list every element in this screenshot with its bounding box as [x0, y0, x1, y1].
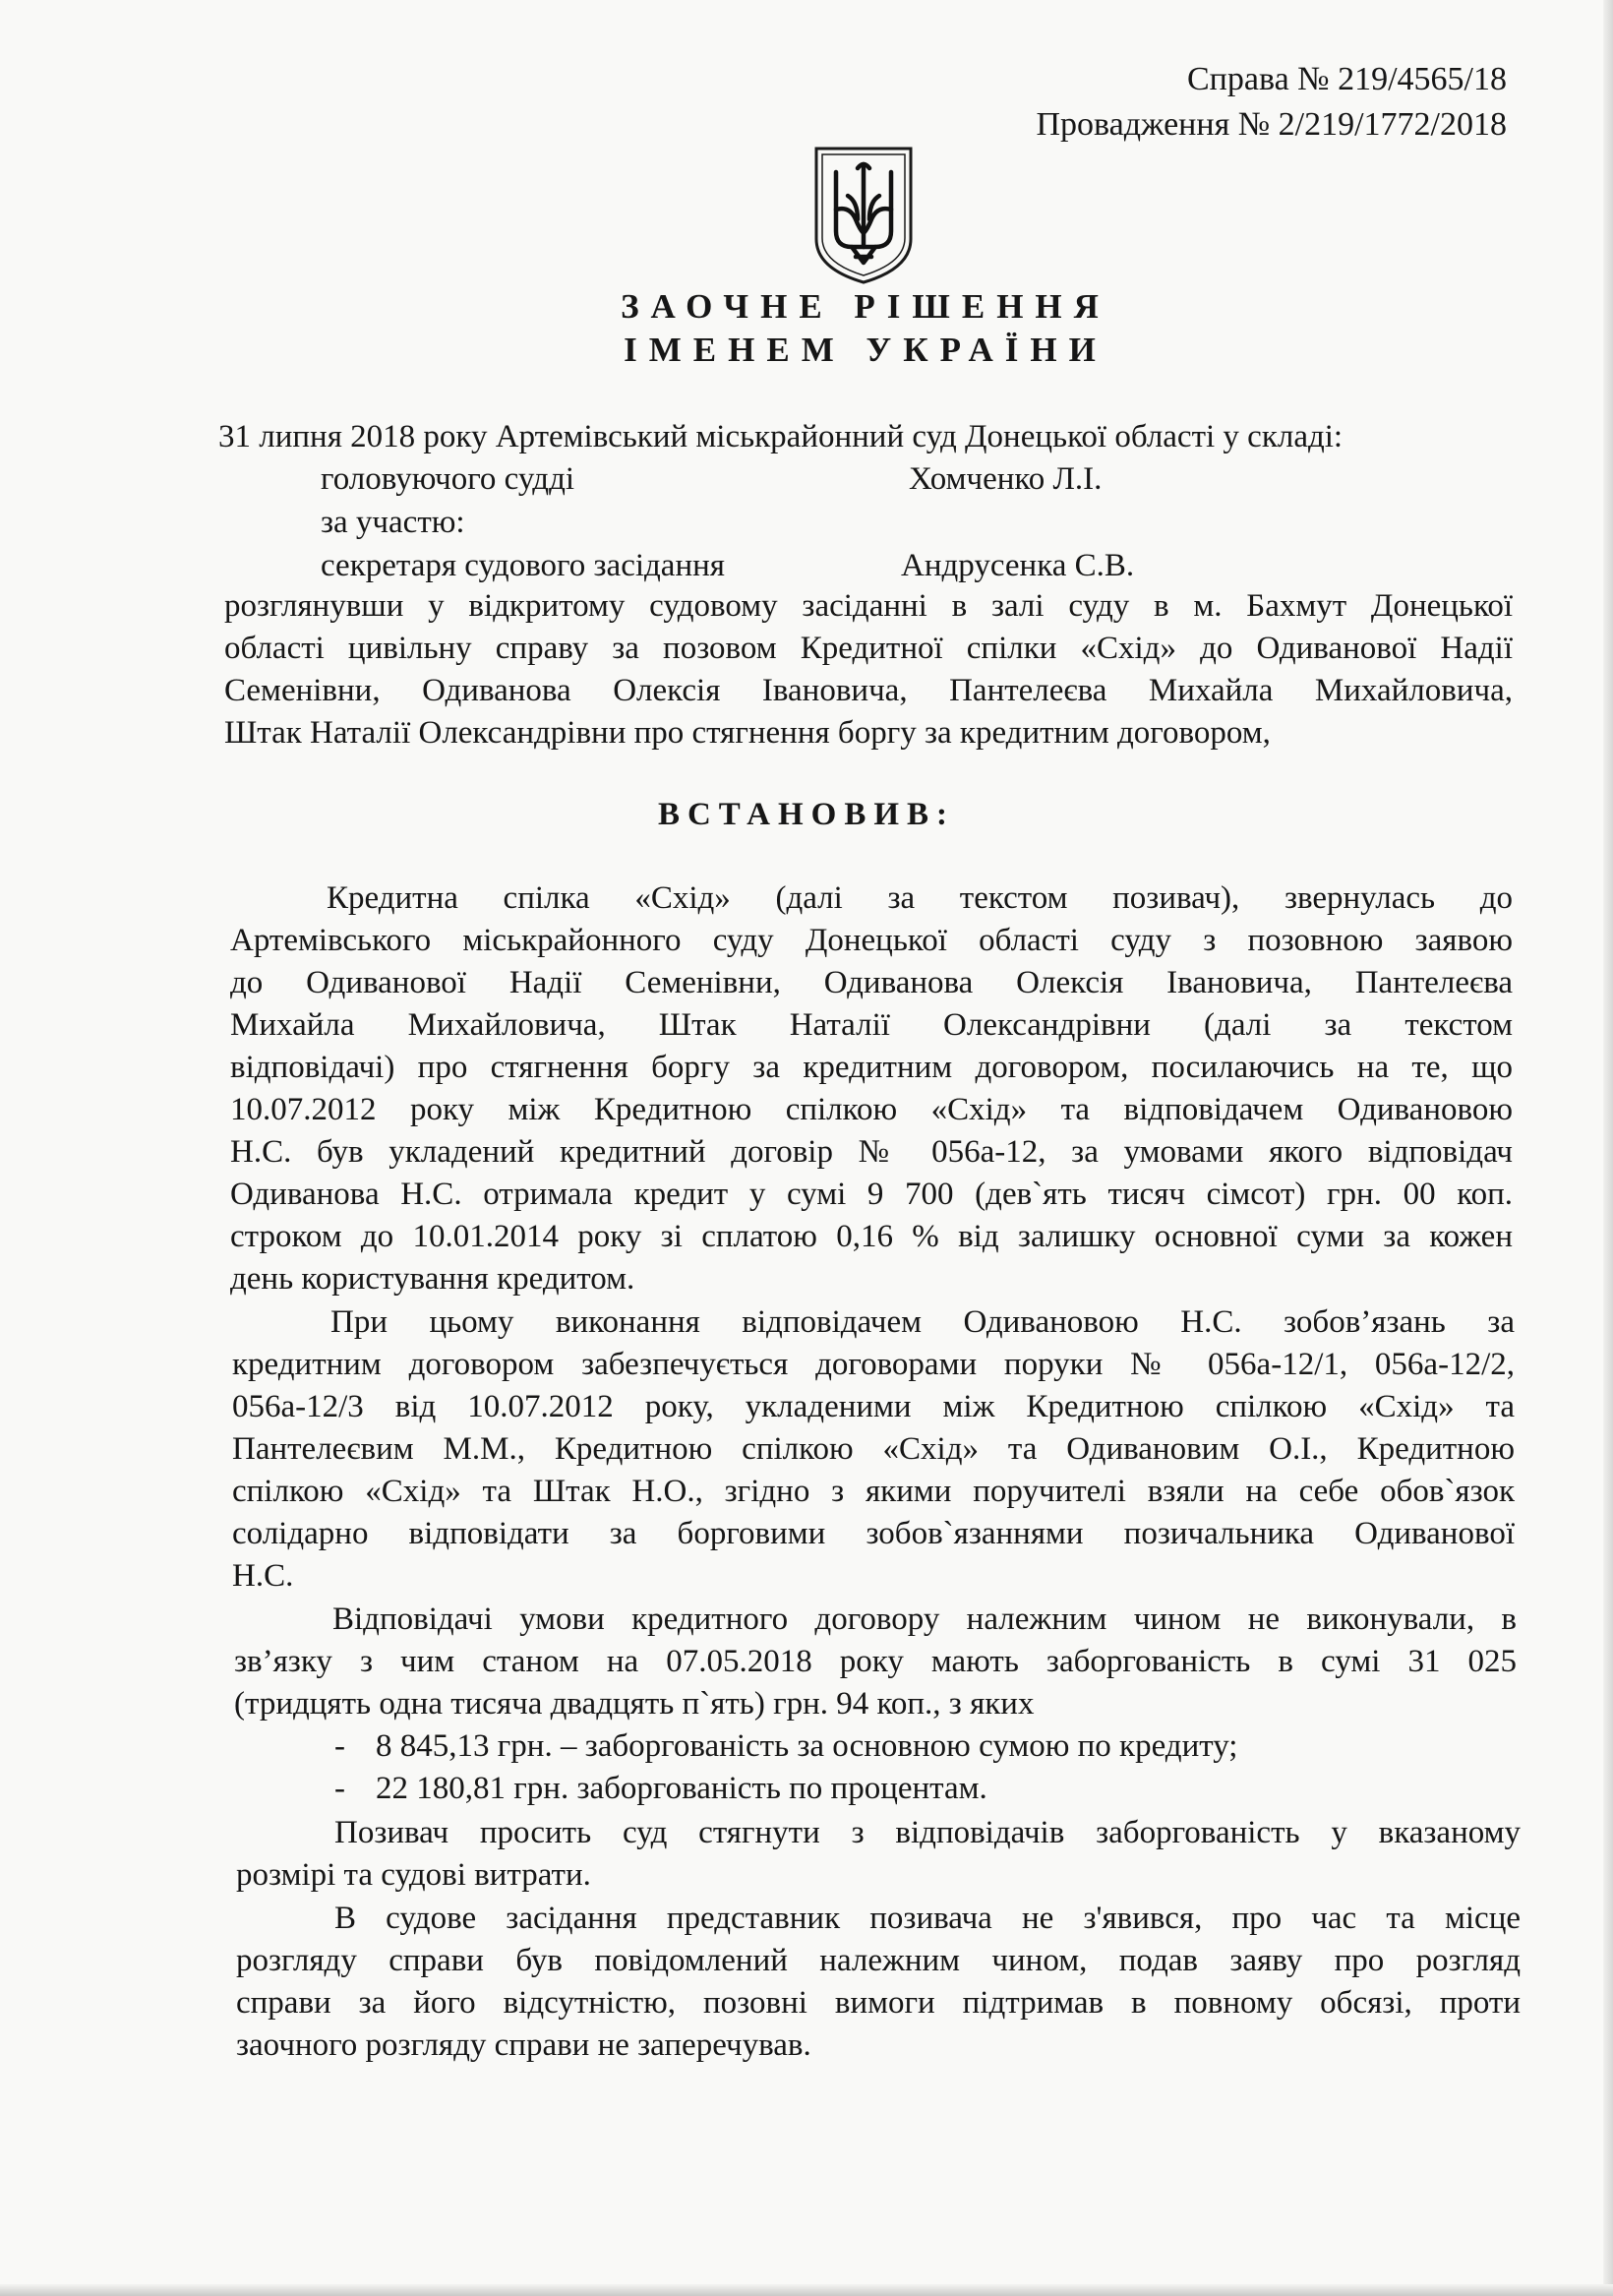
paragraph-line: 10.07.2012 року між Кредитною спілкою «Схід» та відповідачем Одивановою	[230, 1092, 1513, 1127]
case-number: Справа № 219/4565/18	[1187, 61, 1507, 97]
paragraph-line: Артемівського міськрайонного суду Донецької області суду з позовною заявою	[230, 923, 1513, 958]
paragraph-line: В судове засідання представник позивача не з'явився, про час та місце	[334, 1901, 1521, 1936]
intro-line: 31 липня 2018 року Артемівський міськрайонний суд Донецької області у складі:	[218, 419, 1344, 454]
paragraph-line: спілкою «Схід» та Штак Н.О., згідно з якими поручителі взяли на себе обов`язок	[232, 1474, 1515, 1509]
document-subtitle: ІМЕНЕМ УКРАЇНИ	[624, 331, 1107, 369]
paragraph-line: (тридцять одна тисяча двадцять п`ять) грн. 94 коп., з яких	[234, 1686, 1035, 1722]
paragraph-line: солідарно відповідати за борговими зобов`язаннями позичальника Одиванової	[232, 1516, 1515, 1551]
trident-coat-of-arms-icon	[812, 145, 915, 285]
paragraph-line: Позивач просить суд стягнути з відповідачів заборгованість у вказаному	[334, 1815, 1521, 1850]
bullet-item: 8 845,13 грн. – заборгованість за основною сумою по кредиту;	[376, 1728, 1238, 1764]
document-title: ЗАОЧНЕ РІШЕННЯ	[621, 287, 1110, 326]
secretary-name: Андрусенка С.В.	[901, 548, 1135, 583]
paragraph-line: При цьому виконання відповідачем Одивановою Н.С. зобов’язань за	[330, 1304, 1515, 1340]
bullet-mark: -	[334, 1771, 345, 1806]
intro-text-line: області цивільну справу за позовом Кредитної спілки «Схід» до Одиванової Надії	[224, 631, 1513, 666]
paragraph-line: Н.С. був укладений кредитний договір № 056а-12, за умовами якого відповідач	[230, 1134, 1513, 1170]
case-number-block	[1037, 57, 1508, 148]
bullet-item: 22 180,81 грн. заборгованість по процентам.	[376, 1771, 987, 1806]
secretary-role: секретаря судового засідання	[321, 548, 725, 583]
paragraph-line: розмірі та судові витрати.	[236, 1857, 591, 1893]
paragraph-line: заочного розгляду справи не заперечував.	[236, 2027, 811, 2063]
section-heading: ВСТАНОВИВ:	[657, 797, 956, 832]
scan-edge-bottom	[0, 2284, 1613, 2296]
paragraph-line: кредитним договором забезпечується договорами поруки № 056а-12/1, 056а-12/2,	[232, 1347, 1515, 1382]
judge-role: головуючого судді	[321, 461, 575, 497]
bullet-mark: -	[334, 1728, 345, 1764]
paragraph-line: розгляду справи був повідомлений належним чином, подав заяву про розгляд	[236, 1943, 1521, 1978]
intro-text-line: Штак Наталії Олександрівни про стягнення боргу за кредитним договором,	[224, 715, 1271, 751]
paragraph-line: відповідачі) про стягнення боргу за кредитним договором, посилаючись на те, що	[230, 1050, 1513, 1085]
paragraph-line: справи за його відсутністю, позовні вимоги підтримав в повному обсязі, проти	[236, 1985, 1521, 2021]
judge-name: Хомченко Л.І.	[909, 461, 1103, 497]
paragraph-line: Кредитна спілка «Схід» (далі за текстом позивач), звернулась до	[327, 880, 1513, 916]
with-participation: за участю:	[321, 505, 465, 540]
paragraph-line: до Одиванової Надії Семенівни, Одиванова Олексія Івановича, Пантелеєва	[230, 965, 1513, 1000]
paragraph-line: Пантелеєвим М.М., Кредитною спілкою «Схід» та Одивановим О.І., Кредитною	[232, 1431, 1515, 1467]
proceeding-number: Провадження № 2/219/1772/2018	[1036, 106, 1507, 143]
paragraph-line: Михайла Михайловича, Штак Наталії Олександрівни (далі за текстом	[230, 1007, 1513, 1043]
intro-text-line: розглянувши у відкритому судовому засіданні в залі суду в м. Бахмут Донецької	[224, 588, 1513, 624]
paragraph-line: Одиванова Н.С. отримала кредит у сумі 9 700 (дев`ять тисяч сімсот) грн. 00 коп.	[230, 1177, 1513, 1212]
intro-text-line: Семенівни, Одиванова Олексія Івановича, Пантелеєва Михайла Михайловича,	[224, 673, 1513, 708]
paragraph-line: Н.С.	[232, 1558, 294, 1594]
paragraph-line: 056а-12/3 від 10.07.2012 року, укладеними між Кредитною спілкою «Схід» та	[232, 1389, 1515, 1424]
paragraph-line: строком до 10.01.2014 року зі сплатою 0,16 % від залишку основної суми за кожен	[230, 1219, 1513, 1254]
paragraph-line: зв’язку з чим станом на 07.05.2018 року мають заборгованість в сумі 31 025	[234, 1644, 1517, 1679]
paragraph-line: Відповідачі умови кредитного договору належним чином не виконували, в	[332, 1601, 1517, 1637]
paragraph-line: день користування кредитом.	[230, 1261, 635, 1297]
